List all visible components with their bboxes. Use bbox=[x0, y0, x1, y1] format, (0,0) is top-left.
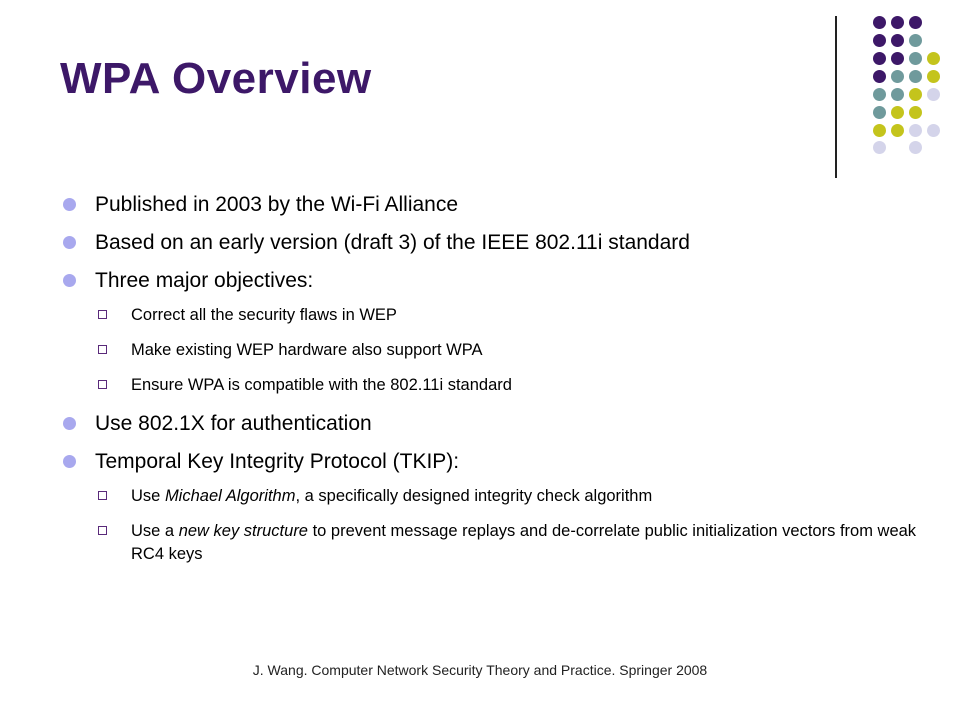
slide-title: WPA Overview bbox=[60, 54, 372, 103]
square-bullet-icon bbox=[98, 310, 107, 319]
decorative-dot bbox=[927, 124, 940, 137]
decorative-dot bbox=[909, 141, 922, 154]
sub-bullet-item bbox=[95, 374, 920, 397]
bullet-item bbox=[60, 190, 920, 220]
slide-content bbox=[60, 190, 920, 578]
bullet-item bbox=[60, 266, 920, 296]
decorative-dot bbox=[873, 70, 886, 83]
decorative-dot bbox=[873, 52, 886, 65]
bullet-text: Published in 2003 by the Wi-Fi Alliance bbox=[95, 193, 459, 216]
square-bullet-icon bbox=[98, 380, 107, 389]
bullet-text: Based on an early version (draft 3) of the IEEE 802.11i standard bbox=[95, 231, 690, 254]
sub-bullet-item bbox=[95, 304, 920, 327]
decorative-dot bbox=[873, 34, 886, 47]
decorative-dot bbox=[909, 124, 922, 137]
sub-bullet-item bbox=[95, 520, 920, 566]
decorative-dot bbox=[891, 70, 904, 83]
decorative-dot bbox=[927, 52, 940, 65]
sub-bullet-list bbox=[60, 304, 920, 397]
sub-bullet-text-pre: Use a bbox=[131, 522, 179, 540]
decorative-dot bbox=[873, 106, 886, 119]
decorative-dot bbox=[909, 52, 922, 65]
bullet-text: Use 802.1X for authentication bbox=[95, 412, 372, 435]
decorative-dot bbox=[891, 124, 904, 137]
decorative-dot bbox=[909, 88, 922, 101]
decorative-dot bbox=[891, 34, 904, 47]
decorative-dot bbox=[909, 106, 922, 119]
sub-bullet-emphasis: new key structure bbox=[178, 522, 308, 540]
square-bullet-icon bbox=[98, 345, 107, 354]
decorative-dot bbox=[909, 34, 922, 47]
decorative-dot bbox=[927, 88, 940, 101]
bullet-dot-icon bbox=[63, 236, 76, 249]
footer-citation: J. Wang. Computer Network Security Theory and Practice. Springer 2008 bbox=[252, 662, 708, 678]
square-bullet-icon bbox=[98, 526, 107, 535]
sub-bullet-list bbox=[60, 485, 920, 566]
bullet-dot-icon bbox=[63, 417, 76, 430]
bullet-item bbox=[60, 447, 920, 477]
decorative-dot bbox=[927, 70, 940, 83]
sub-bullet-item bbox=[95, 485, 920, 508]
sub-bullet-text-pre: Use bbox=[131, 487, 165, 505]
bullet-dot-icon bbox=[63, 455, 76, 468]
decorative-dot bbox=[873, 124, 886, 137]
decorative-dot bbox=[891, 16, 904, 29]
decorative-dot bbox=[891, 106, 904, 119]
decorative-dot bbox=[891, 52, 904, 65]
decorative-dot bbox=[909, 16, 922, 29]
sub-bullet-text-post: to prevent message replays and de-correlate public initialization vectors from weak RC4 keys bbox=[131, 522, 917, 563]
decorative-dot bbox=[873, 88, 886, 101]
bullet-text: Temporal Key Integrity Protocol (TKIP): bbox=[95, 450, 460, 473]
sub-bullet-text-post: , a specifically designed integrity check algorithm bbox=[295, 487, 653, 505]
sub-bullet-emphasis: Michael Algorithm bbox=[164, 487, 296, 505]
bullet-item bbox=[60, 228, 920, 258]
bullet-dot-icon bbox=[63, 274, 76, 287]
decorative-dot bbox=[891, 88, 904, 101]
sub-bullet-item bbox=[95, 339, 920, 362]
square-bullet-icon bbox=[98, 491, 107, 500]
decorative-dot bbox=[873, 16, 886, 29]
decorative-dot bbox=[873, 141, 886, 154]
decorative-dot bbox=[909, 70, 922, 83]
sub-bullet-text: Make existing WEP hardware also support WPA bbox=[131, 341, 483, 359]
vertical-divider-line bbox=[835, 16, 837, 178]
bullet-dot-icon bbox=[63, 198, 76, 211]
sub-bullet-text: Ensure WPA is compatible with the 802.11i standard bbox=[131, 376, 512, 394]
bullet-item bbox=[60, 409, 920, 439]
sub-bullet-text: Correct all the security flaws in WEP bbox=[131, 306, 397, 324]
bullet-text: Three major objectives: bbox=[95, 269, 314, 292]
